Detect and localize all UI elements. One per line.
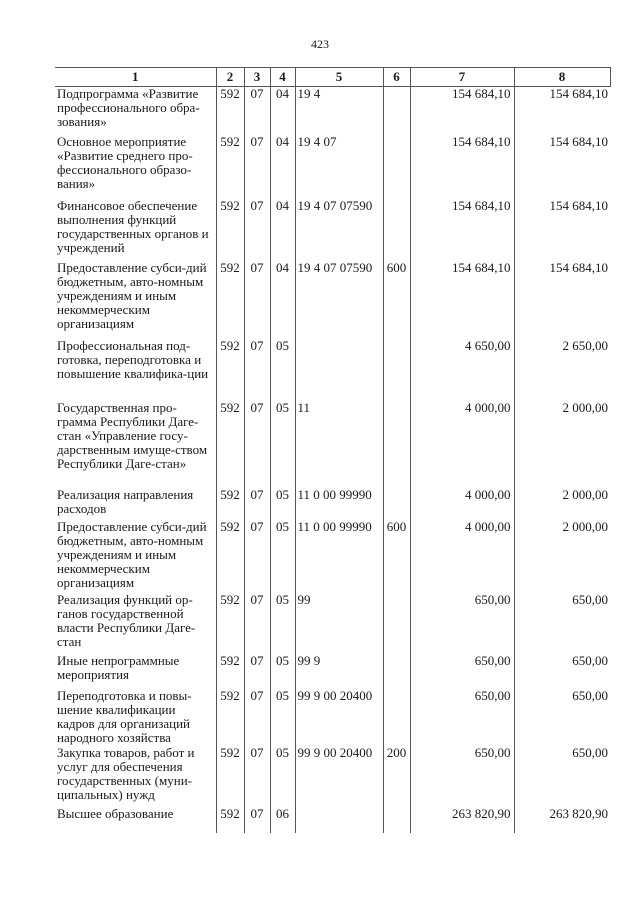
cell-target-article: 19 4 bbox=[295, 87, 383, 135]
cell-section: 07 bbox=[244, 689, 270, 746]
cell-amount-1: 154 684,10 bbox=[410, 261, 514, 339]
cell-section: 07 bbox=[244, 654, 270, 689]
cell-section: 07 bbox=[244, 520, 270, 593]
cell-amount-1: 650,00 bbox=[410, 593, 514, 654]
cell-admin: 592 bbox=[216, 199, 244, 261]
row-name: Закупка товаров, работ и услуг для обеспечения государственных (муни-ципальных) нужд bbox=[57, 744, 195, 802]
cell-target-article: 99 bbox=[295, 593, 383, 654]
cell-expense-type: 600 bbox=[383, 261, 410, 339]
cell-amount-2: 2 000,00 bbox=[514, 520, 610, 593]
col-header: 3 bbox=[244, 68, 270, 87]
cell-expense-type: 200 bbox=[383, 746, 410, 807]
cell-expense-type bbox=[383, 339, 410, 401]
table-row bbox=[55, 654, 610, 689]
cell-section: 07 bbox=[244, 401, 270, 488]
cell-expense-type bbox=[383, 807, 410, 833]
cell-amount-1: 154 684,10 bbox=[410, 87, 514, 135]
cell-expense-type bbox=[383, 87, 410, 135]
cell-target-article: 19 4 07 bbox=[295, 135, 383, 199]
cell-admin: 592 bbox=[216, 689, 244, 746]
cell-section: 07 bbox=[244, 746, 270, 807]
table-row bbox=[55, 593, 610, 654]
cell-target-article: 11 bbox=[295, 401, 383, 488]
cell-amount-1: 650,00 bbox=[410, 746, 514, 807]
table-row bbox=[55, 339, 610, 401]
table-row bbox=[55, 520, 610, 593]
col-header: 8 bbox=[514, 68, 610, 87]
table-row bbox=[55, 199, 610, 261]
cell-target-article: 99 9 bbox=[295, 654, 383, 689]
cell-admin: 592 bbox=[216, 520, 244, 593]
col-header: 2 bbox=[216, 68, 244, 87]
cell-subsection: 06 bbox=[270, 807, 295, 833]
cell-admin: 592 bbox=[216, 339, 244, 401]
cell-amount-2: 154 684,10 bbox=[514, 135, 610, 199]
row-name: Профессиональная под-готовка, переподготовка и повышение квалифика-ции bbox=[57, 337, 209, 381]
cell-admin: 592 bbox=[216, 401, 244, 488]
cell-subsection: 04 bbox=[270, 199, 295, 261]
cell-amount-1: 4 000,00 bbox=[410, 401, 514, 488]
cell-section: 07 bbox=[244, 87, 270, 135]
cell-admin: 592 bbox=[216, 261, 244, 339]
cell-section: 07 bbox=[244, 199, 270, 261]
cell-admin: 592 bbox=[216, 488, 244, 520]
cell-expense-type bbox=[383, 401, 410, 488]
cell-amount-2: 263 820,90 bbox=[514, 807, 610, 833]
table-row bbox=[55, 135, 610, 199]
col-header: 4 bbox=[270, 68, 295, 87]
cell-amount-1: 650,00 bbox=[410, 689, 514, 746]
cell-expense-type: 600 bbox=[383, 520, 410, 593]
cell-subsection: 05 bbox=[270, 339, 295, 401]
table-row bbox=[55, 488, 610, 520]
row-name: Реализация функций ор-ганов государственной власти Республики Даге-стан bbox=[57, 591, 196, 649]
cell-amount-1: 4 000,00 bbox=[410, 520, 514, 593]
cell-amount-2: 650,00 bbox=[514, 689, 610, 746]
row-name: Предоставление субси-дий бюджетным, авто-номным учреждениям и иным некоммерческим организациям bbox=[57, 518, 207, 590]
cell-target-article bbox=[295, 807, 383, 833]
col-header: 7 bbox=[410, 68, 514, 87]
cell-target-article: 99 9 00 20400 bbox=[295, 746, 383, 807]
cell-subsection: 04 bbox=[270, 87, 295, 135]
cell-expense-type bbox=[383, 654, 410, 689]
table-row bbox=[55, 87, 610, 135]
cell-target-article: 19 4 07 07590 bbox=[295, 261, 383, 339]
cell-amount-1: 154 684,10 bbox=[410, 135, 514, 199]
row-name: Реализация направления расходов bbox=[57, 486, 194, 516]
table-row bbox=[55, 807, 610, 833]
cell-subsection: 05 bbox=[270, 654, 295, 689]
cell-expense-type bbox=[383, 593, 410, 654]
table-row bbox=[55, 746, 610, 807]
cell-subsection: 05 bbox=[270, 593, 295, 654]
cell-subsection: 04 bbox=[270, 261, 295, 339]
cell-subsection: 05 bbox=[270, 401, 295, 488]
cell-amount-2: 650,00 bbox=[514, 746, 610, 807]
cell-section: 07 bbox=[244, 261, 270, 339]
cell-amount-2: 650,00 bbox=[514, 654, 610, 689]
row-name: Предоставление субси-дий бюджетным, авто-номным учреждениям и иным некоммерческим организациям bbox=[57, 259, 207, 331]
table-row bbox=[55, 401, 610, 488]
row-name: Высшее образование bbox=[57, 805, 174, 821]
cell-amount-2: 2 000,00 bbox=[514, 488, 610, 520]
cell-amount-1: 4 000,00 bbox=[410, 488, 514, 520]
cell-expense-type bbox=[383, 689, 410, 746]
cell-expense-type bbox=[383, 135, 410, 199]
table-row bbox=[55, 261, 610, 339]
cell-subsection: 04 bbox=[270, 135, 295, 199]
cell-amount-1: 4 650,00 bbox=[410, 339, 514, 401]
cell-amount-2: 154 684,10 bbox=[514, 87, 610, 135]
cell-section: 07 bbox=[244, 339, 270, 401]
page-number: 423 bbox=[311, 37, 329, 51]
cell-target-article: 11 0 00 99990 bbox=[295, 520, 383, 593]
cell-section: 07 bbox=[244, 807, 270, 833]
col-header: 6 bbox=[383, 68, 410, 87]
cell-admin: 592 bbox=[216, 746, 244, 807]
cell-expense-type bbox=[383, 199, 410, 261]
row-name: Подпрограмма «Развитие профессионального обра-зования» bbox=[57, 86, 200, 129]
cell-target-article: 99 9 00 20400 bbox=[295, 689, 383, 746]
cell-amount-2: 650,00 bbox=[514, 593, 610, 654]
cell-subsection: 05 bbox=[270, 488, 295, 520]
header-row bbox=[55, 68, 610, 87]
cell-amount-2: 154 684,10 bbox=[514, 261, 610, 339]
cell-target-article: 19 4 07 07590 bbox=[295, 199, 383, 261]
cell-amount-2: 2 650,00 bbox=[514, 339, 610, 401]
row-name: Иные непрограммные мероприятия bbox=[57, 652, 180, 682]
cell-admin: 592 bbox=[216, 87, 244, 135]
cell-expense-type bbox=[383, 488, 410, 520]
col-header: 5 bbox=[295, 68, 383, 87]
cell-amount-1: 263 820,90 bbox=[410, 807, 514, 833]
row-name: Государственная про-грамма Республики Даге-стан «Управление госу-дарственным имуще-ством Республики Даге-стан» bbox=[57, 399, 208, 471]
cell-section: 07 bbox=[244, 488, 270, 520]
cell-admin: 592 bbox=[216, 654, 244, 689]
cell-subsection: 05 bbox=[270, 689, 295, 746]
cell-target-article bbox=[295, 339, 383, 401]
cell-subsection: 05 bbox=[270, 520, 295, 593]
cell-admin: 592 bbox=[216, 135, 244, 199]
row-name: Переподготовка и повы-шение квалификации кадров для организаций народного хозяйства bbox=[57, 687, 192, 745]
cell-amount-1: 650,00 bbox=[410, 654, 514, 689]
cell-amount-2: 154 684,10 bbox=[514, 199, 610, 261]
row-name: Финансовое обеспечение выполнения функций государственных органов и учреждений bbox=[57, 197, 209, 255]
cell-amount-2: 2 000,00 bbox=[514, 401, 610, 488]
cell-admin: 592 bbox=[216, 807, 244, 833]
cell-section: 07 bbox=[244, 135, 270, 199]
cell-subsection: 05 bbox=[270, 746, 295, 807]
row-name: Основное мероприятие «Развитие среднего про-фессионального образо-вания» bbox=[57, 133, 193, 191]
col-header: 1 bbox=[55, 68, 216, 87]
table-row bbox=[55, 689, 610, 746]
cell-amount-1: 154 684,10 bbox=[410, 199, 514, 261]
cell-target-article: 11 0 00 99990 bbox=[295, 488, 383, 520]
budget-table bbox=[55, 67, 611, 833]
cell-admin: 592 bbox=[216, 593, 244, 654]
cell-section: 07 bbox=[244, 593, 270, 654]
